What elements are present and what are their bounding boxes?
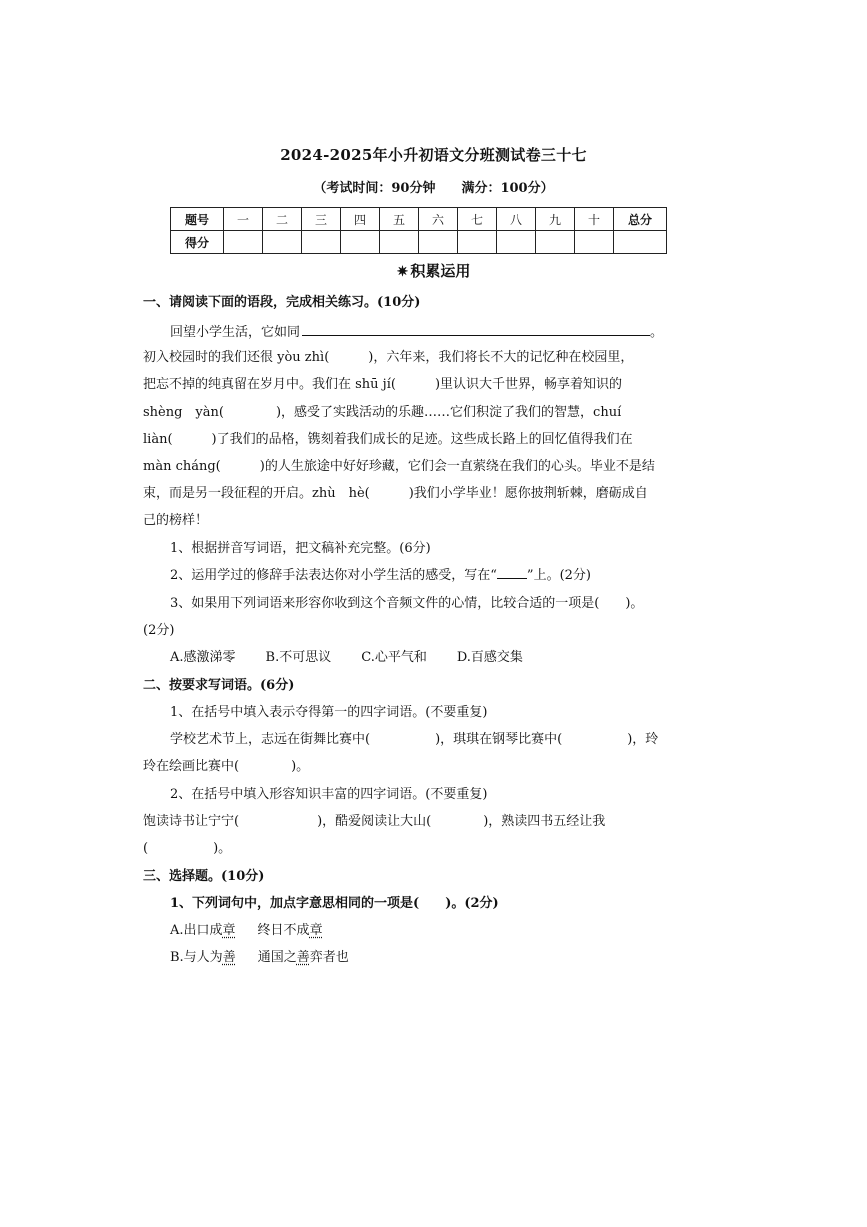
score-entry-cell[interactable] [419, 231, 458, 254]
question-2-sub-1-line-1: 学校艺术节上，志远在街舞比赛中( )，琪琪在钢琴比赛中( )，玲 [170, 732, 659, 747]
question-text: ”上。(2分) [526, 568, 591, 583]
passage-line-8: 己的榜样！ [143, 513, 209, 528]
exam-time: （考试时间：90分钟 [313, 181, 436, 196]
exam-full-score: 满分：100分） [461, 181, 554, 196]
option-d[interactable]: D.百感交集 [456, 650, 523, 665]
option-a[interactable]: A.感激涕零 [170, 650, 236, 665]
option-text: B.与人为 [170, 950, 223, 965]
passage-line-5: liàn( )了我们的品格，镌刻着我们成长的足迹。这些成长路上的回忆值得我们在 [143, 432, 633, 447]
score-table-cell: 二 [263, 208, 302, 231]
score-table-cell: 十 [575, 208, 614, 231]
passage-text: 。 [650, 325, 664, 340]
question-2-sub-1-line-2: 玲在绘画比赛中( )。 [143, 759, 310, 774]
question-1-heading: 一、请阅读下面的语段，完成相关练习。(10分) [143, 295, 421, 310]
question-2-sub-1: 1、在括号中填入表示夺得第一的四字词语。(不要重复) [170, 705, 488, 720]
section-title: 积累运用 [410, 262, 471, 280]
question-1-options [170, 649, 673, 667]
score-entry-cell[interactable] [575, 231, 614, 254]
score-table [170, 207, 667, 254]
score-entry-cell[interactable] [302, 231, 341, 254]
score-entry-cell[interactable] [263, 231, 302, 254]
question-2-sub-2-line-2: ( )。 [143, 841, 232, 856]
passage-line-7: 束，而是另一段征程的开启。zhù hè( )我们小学毕业！愿你披荆斩棘，磨砺成自 [143, 486, 648, 501]
option-c[interactable]: C.心平气和 [361, 650, 427, 665]
score-entry-cell[interactable] [458, 231, 497, 254]
question-2-sub-2-line-1: 饱读诗书让宁宁( )，酷爱阅读让大山( )，熟读四书五经让我 [143, 814, 606, 829]
option-text: 弈者也 [309, 950, 349, 965]
score-table-cell: 六 [419, 208, 458, 231]
passage-line-1 [170, 322, 673, 342]
question-1-sub-3-points: (2分) [143, 623, 175, 638]
passage-line-3: 把忘不掉的纯真留在岁月中。我们在 shū jí( )里认识大千世界，畅享着知识的 [143, 377, 623, 392]
question-3-heading: 三、选择题。(10分) [143, 869, 265, 884]
exam-meta [0, 177, 867, 196]
score-table-cell: 九 [536, 208, 575, 231]
passage-line-4: shèng yàn( )，感受了实践活动的乐趣……它们积淀了我们的智慧，chuí [143, 405, 622, 420]
answer-blank[interactable] [302, 322, 650, 336]
score-table-header-row [171, 208, 667, 231]
score-entry-cell[interactable] [341, 231, 380, 254]
score-table-cell: 题号 [171, 208, 224, 231]
section-heading [0, 260, 867, 281]
score-entry-cell[interactable] [614, 231, 667, 254]
page-title: 2024-2025年小升初语文分班测试卷三十七 [280, 146, 587, 164]
question-1-sub-1: 1、根据拼音写词语，把文稿补充完整。(6分) [170, 541, 431, 556]
score-table-cell: 三 [302, 208, 341, 231]
question-text: 2、运用学过的修辞手法表达你对小学生活的感受，写在“ [170, 568, 497, 583]
dotted-char: 善 [296, 950, 310, 965]
question-3-sub-1: 1、下列词句中，加点字意思相同的一项是( )。(2分) [170, 896, 499, 911]
option-text: 通国之 [257, 950, 297, 965]
score-entry-cell[interactable] [497, 231, 536, 254]
question-1-sub-2 [170, 567, 673, 585]
passage-line-2: 初入校园时的我们还很 yòu zhì( )，六年来，我们将长不大的记忆种在校园里， [143, 350, 634, 365]
score-table-cell: 一 [224, 208, 263, 231]
score-table-score-row [171, 231, 667, 254]
star-icon: ✷ [396, 264, 409, 280]
question-3-option-a[interactable] [170, 922, 673, 940]
option-text: 终日不成 [257, 923, 310, 938]
score-table-cell: 八 [497, 208, 536, 231]
score-entry-cell[interactable] [536, 231, 575, 254]
score-entry-cell[interactable] [380, 231, 419, 254]
score-table-cell: 四 [341, 208, 380, 231]
question-2-sub-2: 2、在括号中填入形容知识丰富的四字词语。(不要重复) [170, 787, 488, 802]
dotted-char: 章 [309, 923, 323, 938]
question-1-sub-3: 3、如果用下列词语来形容你收到这个音频文件的心情，比较合适的一项是( )。 [170, 596, 644, 611]
score-entry-cell[interactable] [224, 231, 263, 254]
score-table-cell: 总分 [614, 208, 667, 231]
passage-text: 回望小学生活，它如同 [170, 325, 301, 340]
score-table-cell: 得分 [171, 231, 224, 254]
question-2-heading: 二、按要求写词语。(6分) [143, 678, 295, 693]
option-text: A.出口成 [170, 923, 223, 938]
score-table-cell: 五 [380, 208, 419, 231]
passage-line-6: màn cháng( )的人生旅途中好好珍藏，它们会一直萦绕在我们的心头。毕业不是结 [143, 459, 655, 474]
dotted-char: 善 [222, 950, 236, 965]
answer-blank[interactable] [497, 567, 527, 579]
option-b[interactable]: B.不可思议 [265, 650, 332, 665]
score-table-cell: 七 [458, 208, 497, 231]
dotted-char: 章 [222, 923, 236, 938]
question-3-option-b[interactable] [170, 949, 673, 967]
